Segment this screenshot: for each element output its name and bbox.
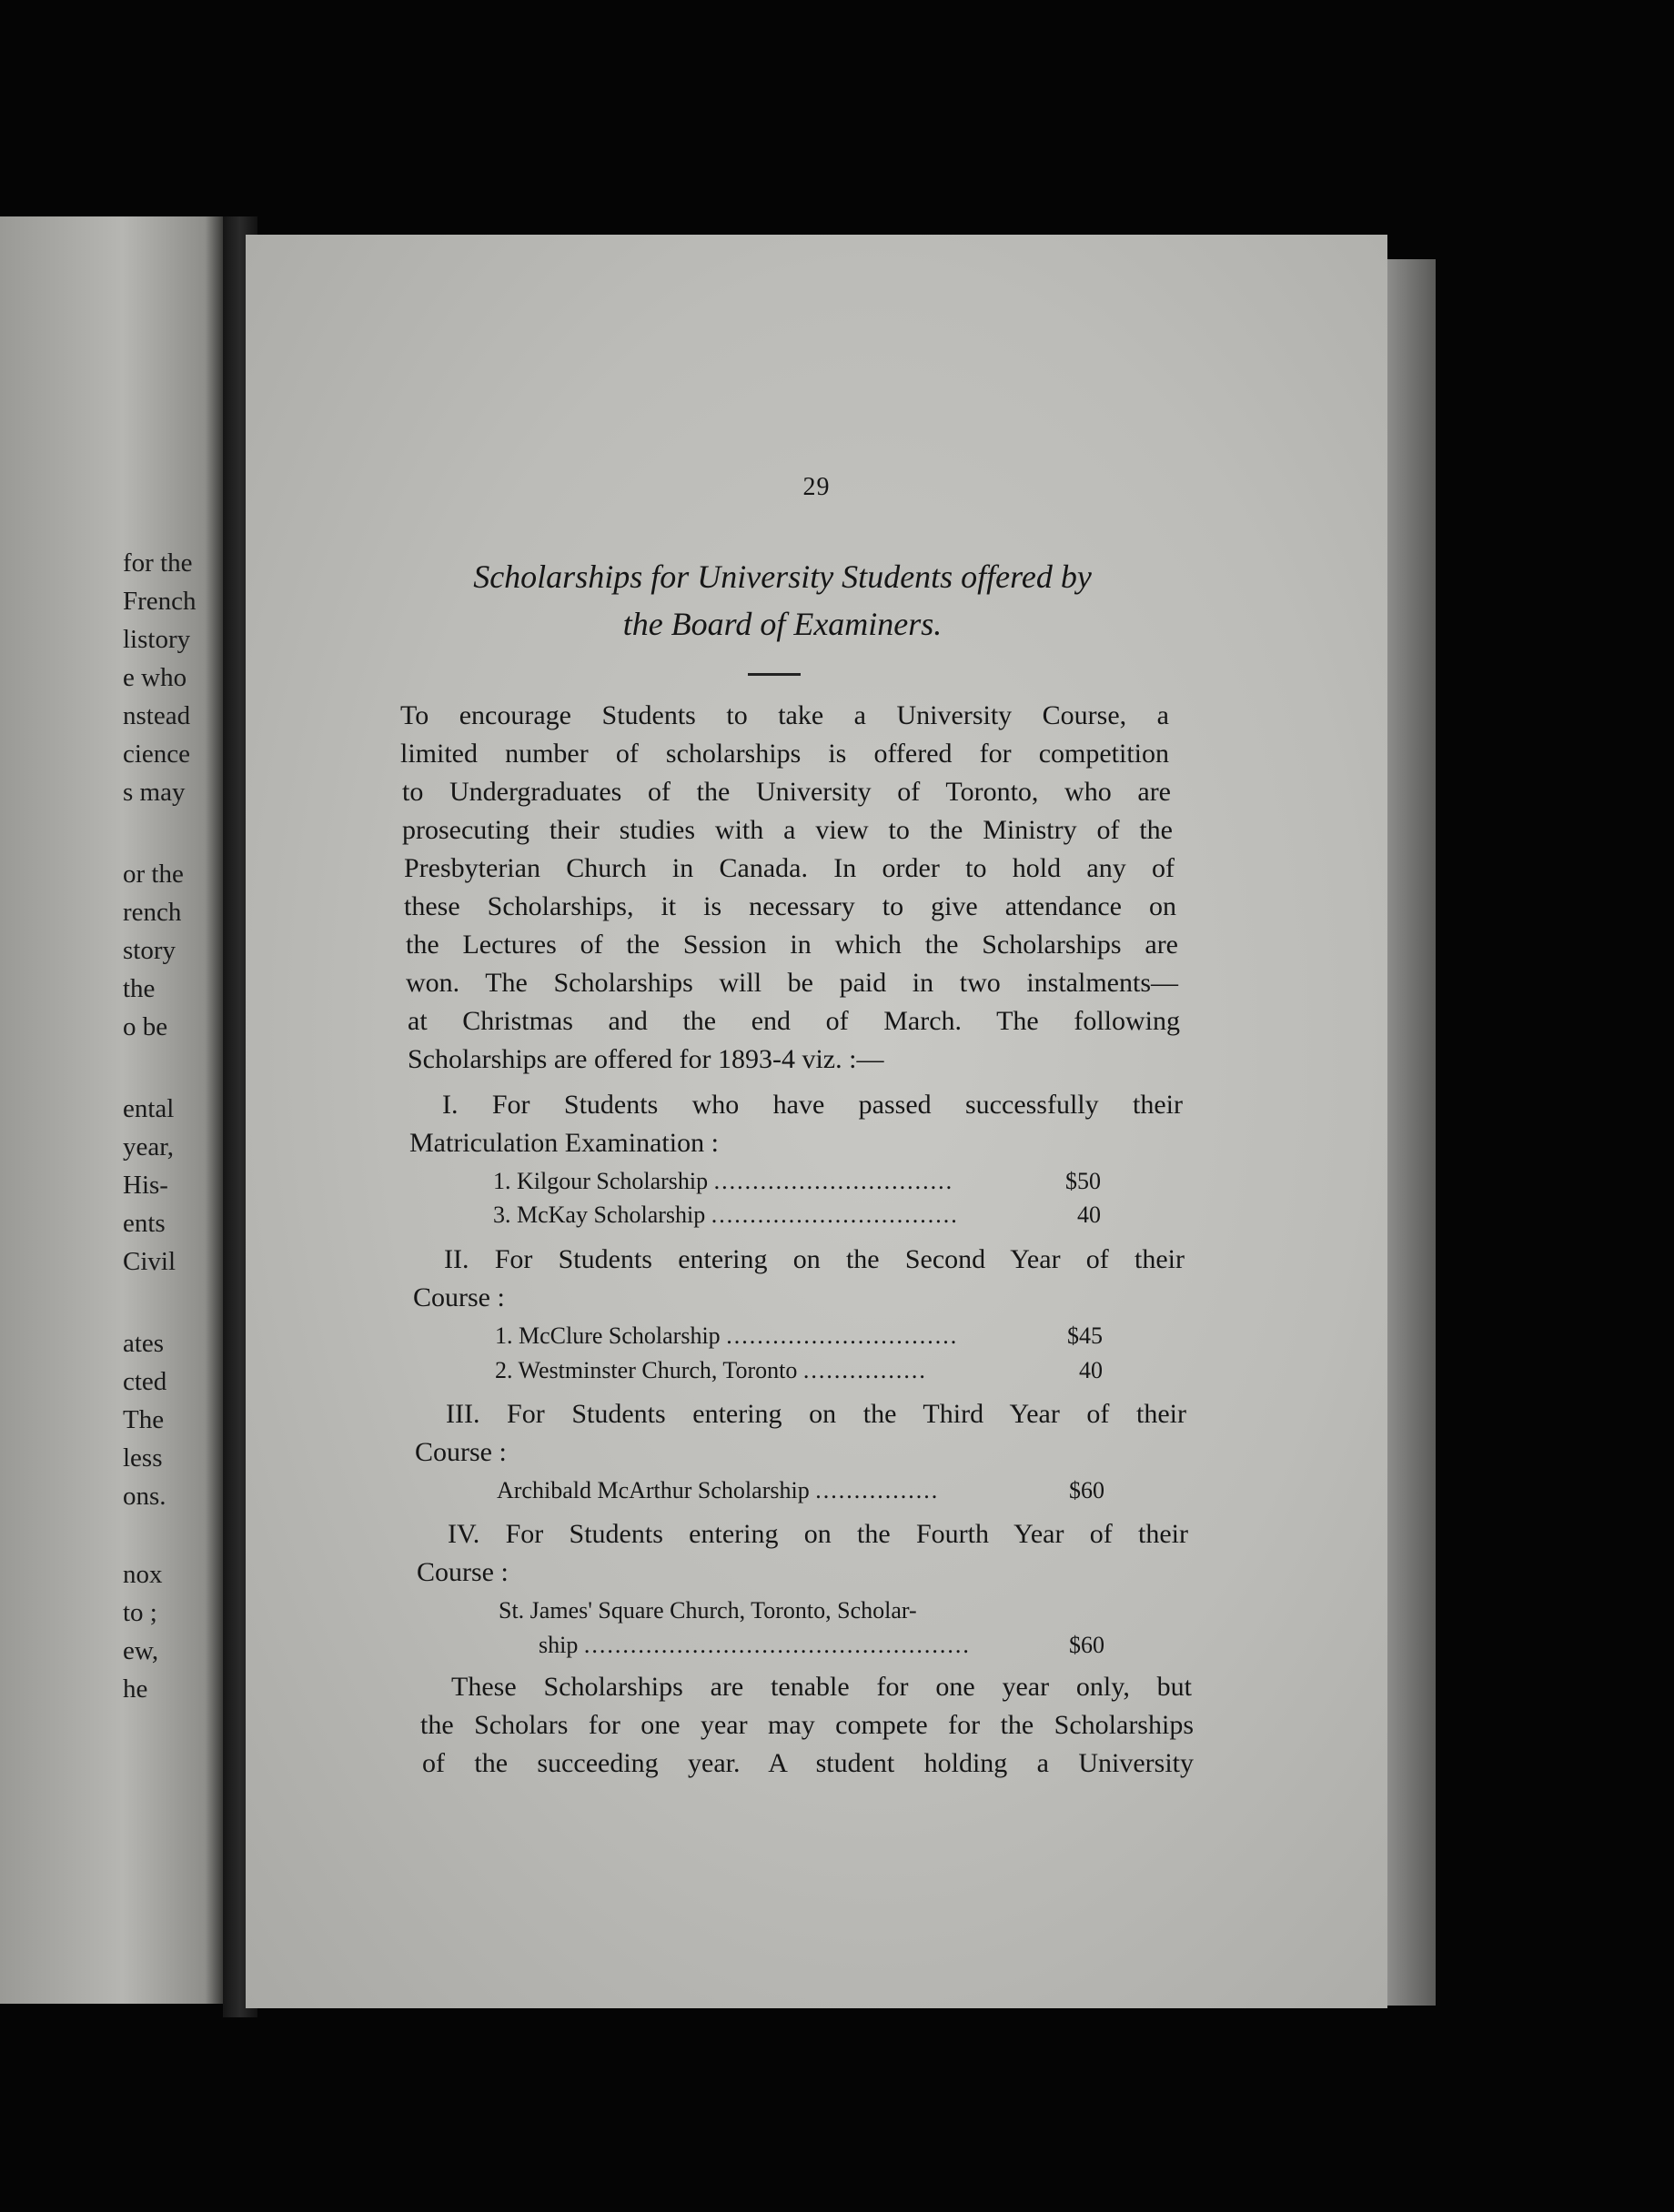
left-page-fragment: The — [123, 1405, 165, 1434]
intro-line: limited number of scholarships is offered for competition — [400, 739, 1169, 769]
section-heading-cont: Course : — [417, 1557, 509, 1587]
left-page-fragment: ental — [123, 1094, 175, 1123]
left-page-fragment: His- — [123, 1171, 168, 1200]
left-page-fragment: ons. — [123, 1482, 166, 1511]
left-page-fragment: for the — [123, 548, 193, 578]
left-page-fragment: year, — [123, 1132, 174, 1161]
left-page-fragment: he — [123, 1674, 148, 1704]
right-page — [246, 235, 1387, 2008]
scholarship-item: 1. McClure Scholarship .............................. — [495, 1322, 959, 1349]
left-page-fragment: ents — [123, 1209, 166, 1238]
scholarship-item: Archibald McArthur Scholarship ................ — [497, 1477, 940, 1503]
scholarship-name: 2. Westminster Church, Toronto — [495, 1357, 798, 1383]
left-page-fragment: listory — [123, 625, 191, 654]
scholarship-name: Archibald McArthur Scholarship — [497, 1477, 810, 1503]
intro-line: Presbyterian Church in Canada. In order to hold any of — [404, 853, 1175, 883]
scholarship-item: 3. McKay Scholarship ................................ — [493, 1202, 959, 1228]
scholarship-amount: 40 — [1079, 1357, 1103, 1383]
intro-line: at Christmas and the end of March. The following — [408, 1006, 1180, 1036]
intro-line: the Lectures of the Session in which the Scholarships are — [406, 930, 1178, 960]
section-heading: I. For Students who have passed successfully their — [442, 1090, 1183, 1120]
scholarship-item: 1. Kilgour Scholarship ............................... — [493, 1168, 954, 1194]
section-heading-cont: Course : — [413, 1282, 505, 1312]
intro-line: Scholarships are offered for 1893-4 viz. :— — [408, 1044, 884, 1074]
intro-line: To encourage Students to take a University Course, a — [400, 700, 1169, 730]
scholarship-name-cont: ship — [539, 1632, 579, 1658]
left-page-fragment: nox — [123, 1560, 163, 1589]
title-line-2: the Board of Examiners. — [622, 606, 943, 642]
section-heading-cont: Matriculation Examination : — [409, 1128, 719, 1158]
title-rule — [748, 673, 801, 676]
left-page-fragment: to ; — [123, 1598, 157, 1627]
scholarship-name: St. James' Square Church, Toronto, Scholar- — [499, 1597, 917, 1624]
scholarship-item: 2. Westminster Church, Toronto ................ — [495, 1357, 927, 1383]
section-heading: II. For Students entering on the Second Year of their — [444, 1244, 1185, 1274]
scholarship-amount: $60 — [1069, 1477, 1104, 1503]
scholarship-item-cont: ship .................................................. — [539, 1632, 971, 1658]
page-number: 29 — [802, 473, 831, 501]
scholarship-amount: $60 — [1069, 1632, 1104, 1658]
scholarship-amount: $45 — [1067, 1322, 1103, 1349]
left-page-fragment: Civil — [123, 1247, 176, 1276]
section-heading-cont: Course : — [415, 1437, 507, 1467]
intro-line: prosecuting their studies with a view to the Ministry of the — [402, 815, 1173, 845]
section-heading: III. For Students entering on the Third Year of their — [446, 1399, 1186, 1429]
closing-line: the Scholars for one year may compete for the Scholarships — [420, 1710, 1194, 1740]
scholarship-amount: $50 — [1065, 1168, 1101, 1194]
closing-line: These Scholarships are tenable for one year only, but — [451, 1672, 1192, 1702]
section-heading: IV. For Students entering on the Fourth Year of their — [448, 1519, 1188, 1549]
scholarship-item — [499, 1597, 917, 1624]
left-page-fragment: story — [123, 936, 176, 965]
left-page-fragment: less — [123, 1443, 163, 1473]
left-page-fragment: ates — [123, 1329, 165, 1358]
scholarship-name: 3. McKay Scholarship — [493, 1202, 706, 1228]
left-page-fragment: cience — [123, 739, 191, 769]
left-page-fragment: e who — [123, 663, 187, 692]
left-page-fragment: o be — [123, 1012, 168, 1041]
left-page-fragment: the — [123, 974, 156, 1003]
intro-line: won. The Scholarships will be paid in two instalments— — [406, 968, 1178, 998]
scholarship-name: 1. McClure Scholarship — [495, 1322, 721, 1349]
left-page-fragment: s may — [123, 778, 186, 807]
left-page-fragment: or the — [123, 860, 184, 889]
left-page-fragment: French — [123, 587, 197, 616]
intro-line: to Undergraduates of the University of Toronto, who are — [402, 777, 1171, 807]
left-page-fragment: nstead — [123, 701, 191, 730]
left-page-fragment: cted — [123, 1367, 167, 1396]
left-page-fragment: ew, — [123, 1636, 159, 1665]
page-title — [328, 553, 1237, 648]
intro-line: these Scholarships, it is necessary to give attendance on — [404, 891, 1176, 921]
scholarship-name: 1. Kilgour Scholarship — [493, 1168, 709, 1194]
closing-line: of the succeeding year. A student holding a University — [422, 1748, 1194, 1778]
scholarship-amount: 40 — [1077, 1202, 1101, 1228]
title-line-1: Scholarships for University Students offered by — [473, 558, 1092, 595]
left-page — [0, 216, 223, 2004]
left-page-fragment: rench — [123, 898, 182, 927]
